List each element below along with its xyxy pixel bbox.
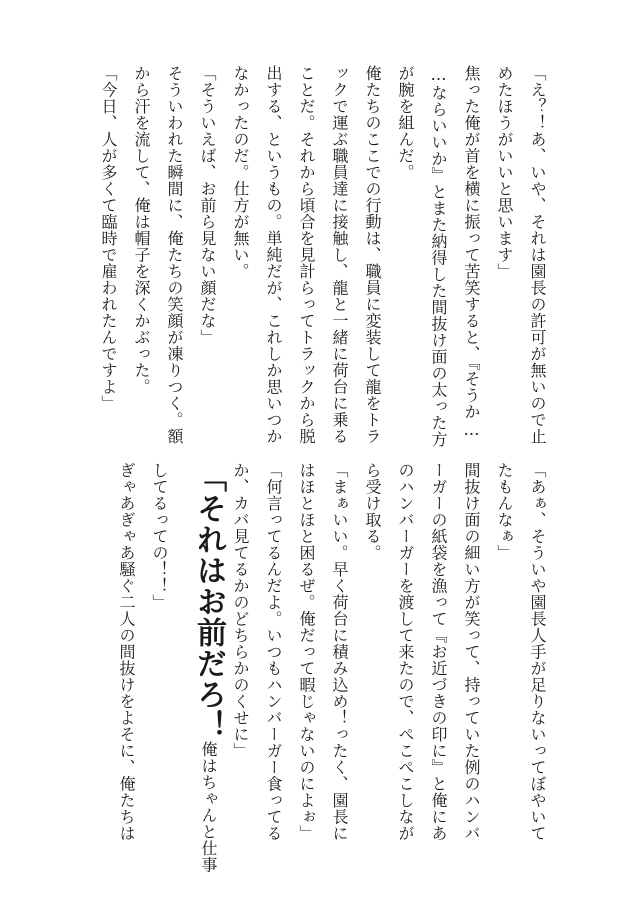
text-column: 「今日、人が多くて臨時で雇われたんですよ」 <box>99 65 118 412</box>
text-column: ックで運ぶ職員達に接触し、龍と一緒に荷台に乗る <box>330 65 349 445</box>
shout-column <box>191 462 226 873</box>
text-column: 「何言ってるんだよ。いつもハンバーガー食ってる <box>264 462 283 842</box>
text-column: 出する、というもの。単純だが、これしか思いつか <box>264 65 283 445</box>
text-column: そういわれた瞬間に、俺たちの笑顔が凍りつく。額 <box>165 65 184 445</box>
text-column: ぎゃあぎゃあ騒ぐ二人の間抜けをよそに、俺たちは <box>117 462 136 842</box>
shout-large-text: 「それはお前だろ！ <box>191 462 226 741</box>
text-column: 焦った俺が首を横に振って苦笑すると、『そうか… <box>462 65 481 440</box>
text-column: か、カバ見てるかのどちらかのくせに」 <box>231 462 250 759</box>
text-column: 「え？！あ、いや、それは園長の許可が無いので止 <box>528 65 547 445</box>
text-column: 「そういえば、お前ら見ない顔だな」 <box>198 65 217 346</box>
text-column: ことだ。それから頃合を見計らってトラックから脱 <box>297 65 316 445</box>
text-column: めたほうがいいと思います」 <box>495 65 514 280</box>
text-column: してるっての！！」 <box>150 462 169 611</box>
text-column: はほとほと困るぜ。俺だって暇じゃないのによぉ」 <box>297 462 316 842</box>
text-column: たもんなぁ」 <box>495 462 514 561</box>
text-column: ら受け取る。 <box>363 462 382 561</box>
shout-continuation-text: 俺はちゃんと仕事 <box>199 741 218 873</box>
text-column: 「まぁいい。早く荷台に積み込め！ったく、園長に <box>330 462 349 842</box>
text-column: 間抜け面の細い方が笑って、持っていた例のハンバ <box>462 462 481 842</box>
text-column: 俺たちのここでの行動は、職員に変装して龍をトラ <box>363 65 382 445</box>
text-column: が腕を組んだ。 <box>396 65 415 181</box>
text-column: のハンバーガーを渡して来たので、ぺこぺこしなが <box>396 462 415 842</box>
text-column: から汗を流して、俺は帽子を深くかぶった。 <box>132 65 151 395</box>
text-column: ーガーの紙袋を漁って『お近づきの印に』と俺にあ <box>429 462 448 842</box>
text-column: 「あぁ、そういや園長人手が足りないってぼやいて <box>528 462 547 842</box>
text-column: なかったのだ。仕方が無い。 <box>231 65 250 280</box>
text-column: …ならいいか』とまた納得した間抜け面の太った方 <box>429 65 448 448</box>
